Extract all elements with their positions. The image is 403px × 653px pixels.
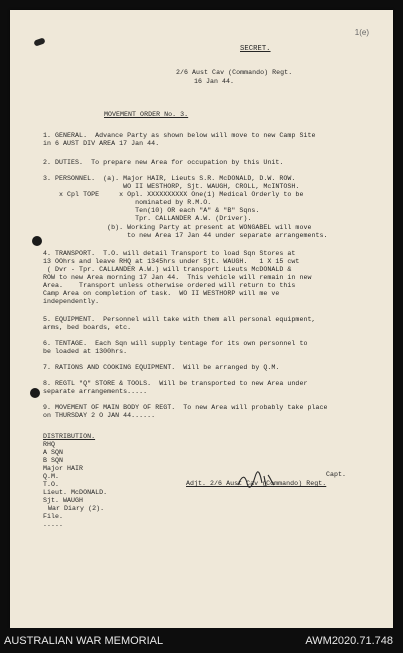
ink-mark xyxy=(33,37,45,46)
punch-hole xyxy=(32,236,42,246)
order-date: 16 Jan 44. xyxy=(194,78,235,85)
distribution-item: Q.M. xyxy=(43,473,60,480)
footer-institution: AUSTRALIAN WAR MEMORIAL xyxy=(4,635,164,647)
distribution-item: RHQ xyxy=(43,441,56,448)
signature-block: Adjt. 2/6 Aust Cav (Commando) Regt. xyxy=(186,480,327,487)
footer-accession-number: AWM2020.71.748 xyxy=(305,635,393,647)
distribution-item: A SQN xyxy=(43,449,64,456)
distribution-end-marks: ..... xyxy=(43,521,64,528)
document-page: 1(e) SECRET. 2/6 Aust Cav (Commando) Regt. 16 Jan 44. MOVEMENT ORDER No. 3. 1. GENERAL. Advance Party as shown below will move to new Camp Site in 6 AUST DIV AREA 17 Jan 44. 2. DUTIES. To prepare new Area for occupation by this Unit. 3. PERSONNEL. (a). Major HAIR, Lieuts S.R. McDONALD, D.W. ROW. WO II WESTHORP, Sjt. WAUGH, CROLL, McINTOSH. x Cpl TOPE x Opl. XXXXXXXXXX One(1) Medical Orderly to be nominated by R.M.O. Ten(10) OR each "A" & "B" Sqns. Tpr. CALLANDER A.W. (Driver). (b). Working Party at present at WONGABEL will move to new Area 17 Jan 44 under separate arrangements. 4. TRANSPORT. T.O. will detail Transport to load Sqn Stores at 13 OOhrs and leave RHQ at 1345hrs under Sjt. WAUGH. 1 X 15 cwt ( Dvr - Tpr. CALLANDER A.W.) will transport Lieuts McDONALD & ROW to new Area morning 17 Jan 44. This vehicle will remain in new Area. Transport unless otherwise ordered will return to this Camp Area on completion of task. WO II WESTHORP will me ve independently. 5. EQUIPMENT. Personnel will take with them all personal equipment, arms, bed boards, etc. 6. TENTAGE. Each Sqn will supply tentage for its own personnel to be loaded at 1300hrs. 7. RATIONS AND COOKING EQUIPMENT. Will be arranged by Q.M. 8. REGTL "Q" STORE & TOOLS. Will be transported to new Area under separate arrangements..... 9. MOVEMENT OF MAIN BODY OF REGT. To new Area will probably take place on THURSDAY 2 O JAN 44...... DISTRIBUTION. RHQ A SQN B SQN Major HAIR Q.M. T.O. Lieut. McDONALD. Sjt. WAUGH War Diary (2). File. ..... Capt. Adjt. 2/6 Aust Cav (Commando) Regt. xyxy=(10,10,393,628)
distribution-item: Lieut. McDONALD. xyxy=(43,489,108,496)
archive-note: 1(e) xyxy=(354,28,369,37)
distribution-item: Major HAIR xyxy=(43,465,84,472)
movement-order-title: MOVEMENT ORDER No. 3. xyxy=(104,111,189,118)
signatory-rank: Capt. xyxy=(326,471,347,478)
distribution-item: T.O. xyxy=(43,481,60,488)
distribution-item: File. xyxy=(43,513,64,520)
distribution-item: Sjt. WAUGH xyxy=(43,497,84,504)
distribution-item: War Diary (2). xyxy=(48,505,105,512)
punch-hole xyxy=(30,388,40,398)
distribution-heading: DISTRIBUTION. xyxy=(43,433,96,440)
unit-name: 2/6 Aust Cav (Commando) Regt. xyxy=(176,69,293,76)
distribution-item: B SQN xyxy=(43,457,64,464)
classification: SECRET. xyxy=(240,45,271,53)
footer-bar xyxy=(0,628,403,653)
